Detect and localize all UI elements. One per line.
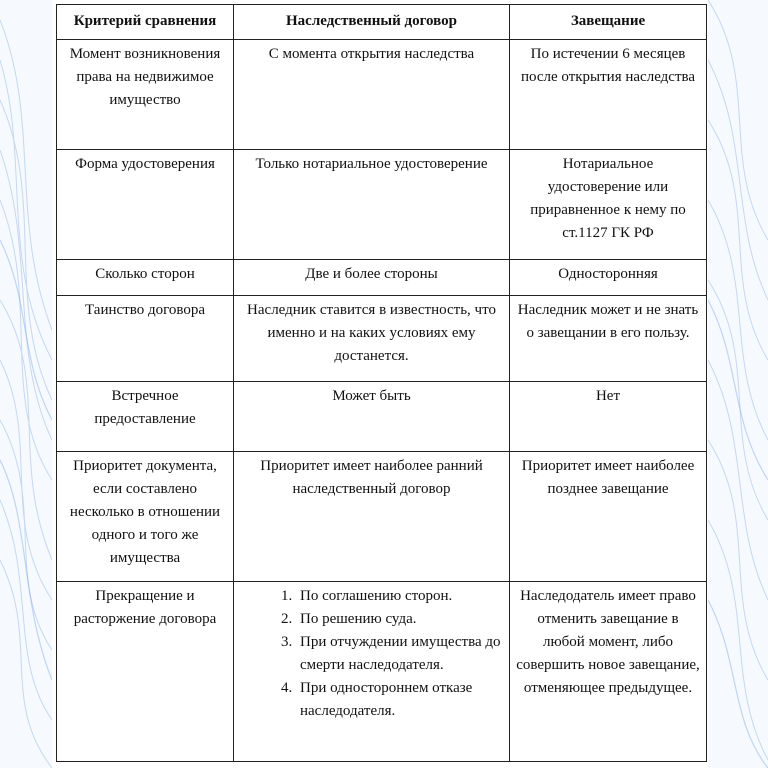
table-row (57, 260, 707, 296)
criterion-cell: Момент возникновения права на недвижимое имущество (57, 40, 234, 150)
table-row (57, 40, 707, 150)
table-row (57, 452, 707, 582)
criterion-cell: Прекращение и расторжение договора (57, 582, 234, 762)
criterion-cell: Приоритет документа, если составлено несколько в отношении одного и того же имущества (57, 452, 234, 582)
header-contract: Наследственный договор (234, 5, 510, 40)
contract-cell: Две и более стороны (234, 260, 510, 296)
criterion-cell: Встречное предоставление (57, 382, 234, 452)
criterion-cell: Сколько сторон (57, 260, 234, 296)
criterion-cell: Таинство договора (57, 296, 234, 382)
contract-cell: Приоритет имеет наиболее ранний наследственный договор (234, 452, 510, 582)
will-cell: Односторонняя (510, 260, 707, 296)
table-row (57, 582, 707, 762)
contract-cell: С момента открытия наследства (234, 40, 510, 150)
contract-cell (234, 582, 510, 762)
header-criterion: Критерий сравнения (57, 5, 234, 40)
contract-cell: Наследник ставится в известность, что именно и на каких условиях ему достанется. (234, 296, 510, 382)
will-cell: Нотариальное удостоверение или приравненное к нему по ст.1127 ГК РФ (510, 150, 707, 260)
will-cell: Приоритет имеет наиболее позднее завещание (510, 452, 707, 582)
will-cell: По истечении 6 месяцев после открытия наследства (510, 40, 707, 150)
will-cell: Наследник может и не знать о завещании в его пользу. (510, 296, 707, 382)
contract-cell: Только нотариальное удостоверение (234, 150, 510, 260)
criterion-cell: Форма удостоверения (57, 150, 234, 260)
termination-list (239, 585, 504, 723)
table-row (57, 150, 707, 260)
contract-cell: Может быть (234, 382, 510, 452)
table-row (57, 296, 707, 382)
will-cell: Нет (510, 382, 707, 452)
will-cell: Наследодатель имеет право отменить завещание в любой момент, либо совершить новое завещание, отменяющее предыдущее. (510, 582, 707, 762)
header-will: Завещание (510, 5, 707, 40)
table-row (57, 382, 707, 452)
list-item: 4. При одностороннем отказе наследодателя. (296, 677, 504, 723)
list-item: 1. По соглашению сторон. (296, 585, 504, 608)
comparison-table (56, 4, 707, 762)
list-item: 3. При отчуждении имущества до смерти наследодателя. (296, 631, 504, 677)
table-header-row (57, 5, 707, 40)
list-item: 2. По решению суда. (296, 608, 504, 631)
